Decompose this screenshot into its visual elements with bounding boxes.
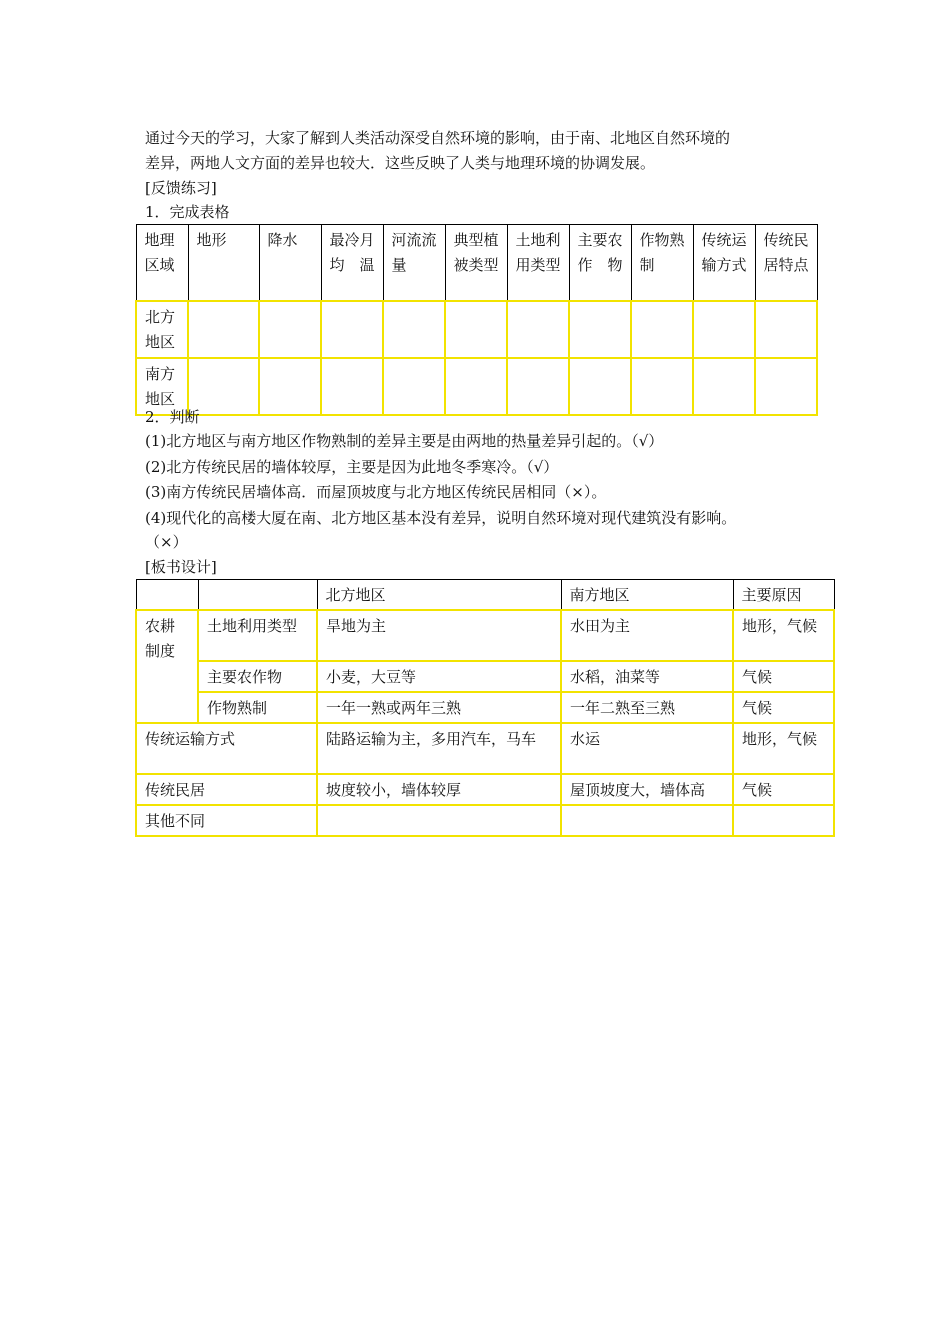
empty-cell <box>755 301 817 358</box>
table-header-row <box>136 580 834 611</box>
row-label: 南方地区 <box>136 358 188 415</box>
q1-title: 1．完成表格 <box>145 203 230 221</box>
table-row <box>136 692 834 723</box>
table-row <box>136 610 834 661</box>
exercise-table <box>135 224 818 416</box>
header-cell <box>136 580 198 611</box>
header-cell: 河流流量 <box>383 225 445 301</box>
table-row <box>136 301 817 358</box>
intro-line-1: 通过今天的学习，大家了解到人类活动深受自然环境的影响，由于南、北地区自然环境的 <box>145 129 731 147</box>
table-cell: 传统运输方式 <box>136 723 317 774</box>
board-heading: [板书设计] <box>145 558 217 576</box>
empty-cell <box>321 301 383 358</box>
table-cell: 传统民居 <box>136 774 317 805</box>
table-header-row <box>136 225 817 301</box>
table-cell: 陆路运输为主，多用汽车，马车 <box>317 723 561 774</box>
board-design-table <box>135 579 835 837</box>
empty-cell <box>755 358 817 415</box>
empty-cell <box>259 301 321 358</box>
header-cell: 降水 <box>259 225 321 301</box>
table-cell: 气候 <box>733 661 834 692</box>
empty-cell <box>445 301 507 358</box>
judgment-4: (4)现代化的高楼大厦在南、北方地区基本没有差异，说明自然环境对现代建筑没有影响。 <box>145 509 737 527</box>
row-label: 北方地区 <box>136 301 188 358</box>
header-cell: 传统运输方式 <box>693 225 755 301</box>
header-cell: 主要农作物 <box>569 225 631 301</box>
table-cell: 一年一熟或两年三熟 <box>317 692 561 723</box>
table-cell: 屋顶坡度大，墙体高 <box>561 774 733 805</box>
empty-cell <box>188 301 259 358</box>
table-cell: 主要农作物 <box>198 661 317 692</box>
farming-label: 农耕制度 <box>136 610 198 723</box>
table-cell <box>561 805 733 836</box>
empty-cell <box>507 358 569 415</box>
table-cell: 水运 <box>561 723 733 774</box>
empty-cell <box>631 358 693 415</box>
header-cell: 地理区域 <box>136 225 188 301</box>
empty-cell <box>383 358 445 415</box>
header-cell: 最冷月均温 <box>321 225 383 301</box>
table-cell: 地形，气候 <box>733 610 834 661</box>
table-cell: 气候 <box>733 774 834 805</box>
judgment-3: (3)南方传统民居墙体高．而屋顶坡度与北方地区传统民居相同（×）。 <box>145 483 607 501</box>
table-cell: 其他不同 <box>136 805 317 836</box>
header-cell: 南方地区 <box>561 580 733 611</box>
empty-cell <box>383 301 445 358</box>
header-cell: 作物熟制 <box>631 225 693 301</box>
empty-cell <box>445 358 507 415</box>
table-cell: 一年二熟至三熟 <box>561 692 733 723</box>
table-row <box>136 805 834 836</box>
table-row <box>136 661 834 692</box>
empty-cell <box>569 301 631 358</box>
judgment-4-answer: （×） <box>145 533 188 551</box>
table-cell <box>317 805 561 836</box>
intro-line-2: 差异，两地人文方面的差异也较大．这些反映了人类与地理环境的协调发展。 <box>145 154 656 172</box>
table-cell: 气候 <box>733 692 834 723</box>
judgment-1: (1)北方地区与南方地区作物熟制的差异主要是由两地的热量差异引起的。（√） <box>145 432 664 450</box>
header-cell: 北方地区 <box>317 580 561 611</box>
table-cell: 水稻，油菜等 <box>561 661 733 692</box>
header-cell: 典型植被类型 <box>445 225 507 301</box>
empty-cell <box>693 358 755 415</box>
header-cell: 传统民居特点 <box>755 225 817 301</box>
header-cell: 主要原因 <box>733 580 834 611</box>
table-cell: 地形，气候 <box>733 723 834 774</box>
empty-cell <box>569 358 631 415</box>
empty-cell <box>631 301 693 358</box>
feedback-heading: [反馈练习] <box>145 179 217 197</box>
empty-cell <box>259 358 321 415</box>
table-row <box>136 723 834 774</box>
header-cell: 土地利用类型 <box>507 225 569 301</box>
table-cell: 小麦，大豆等 <box>317 661 561 692</box>
table-row <box>136 358 817 415</box>
table-row <box>136 774 834 805</box>
q2-title: 2．判断 <box>145 408 200 426</box>
empty-cell <box>693 301 755 358</box>
table-cell: 坡度较小，墙体较厚 <box>317 774 561 805</box>
table-cell: 作物熟制 <box>198 692 317 723</box>
header-cell <box>198 580 317 611</box>
header-cell: 地形 <box>188 225 259 301</box>
table-cell: 旱地为主 <box>317 610 561 661</box>
table-cell: 土地利用类型 <box>198 610 317 661</box>
table-cell <box>733 805 834 836</box>
empty-cell <box>321 358 383 415</box>
empty-cell <box>507 301 569 358</box>
judgment-2: (2)北方传统民居的墙体较厚，主要是因为此地冬季寒冷。（√） <box>145 458 559 476</box>
table-cell: 水田为主 <box>561 610 733 661</box>
